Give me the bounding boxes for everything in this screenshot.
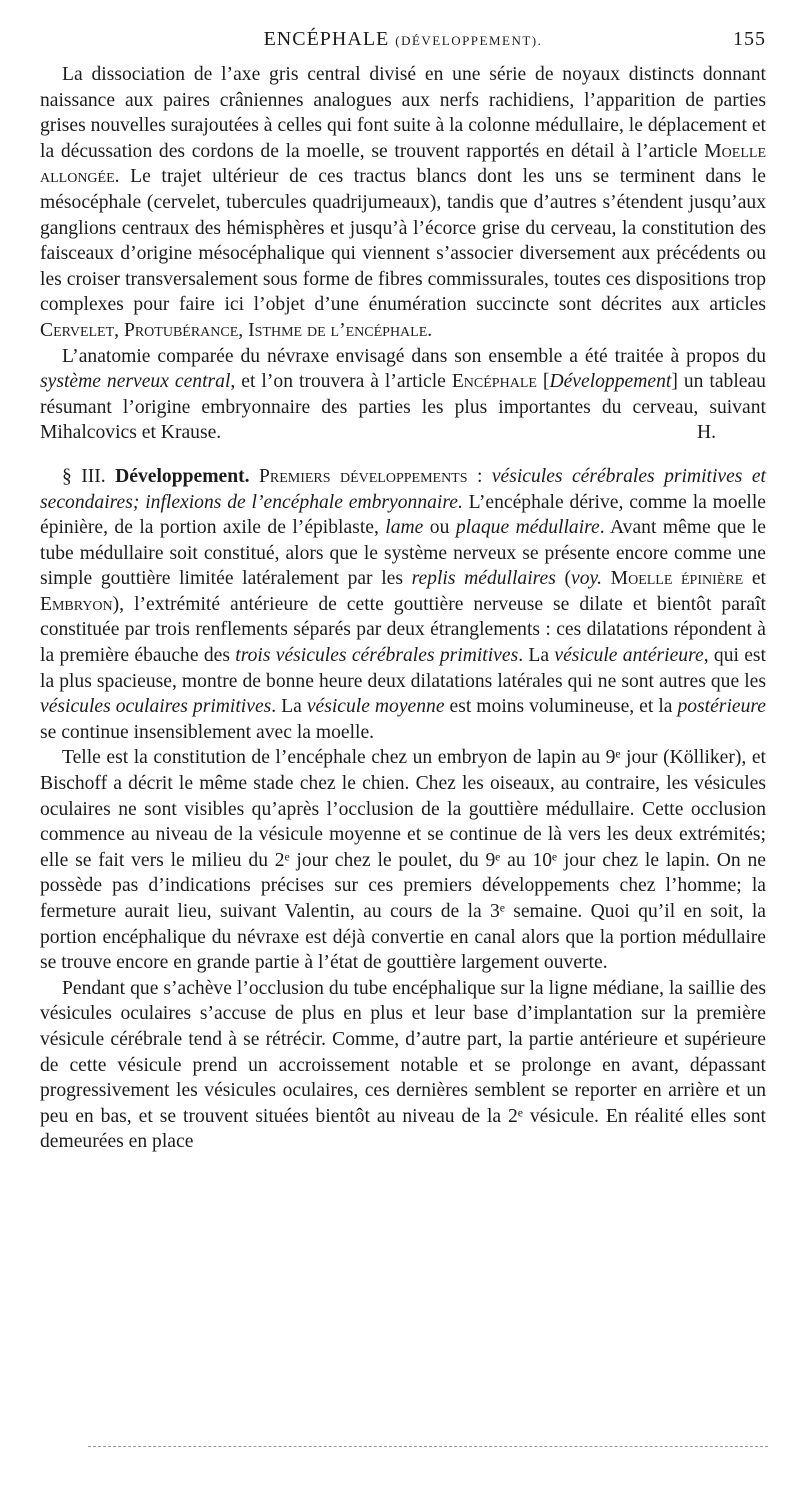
- emphasis: vésicule antérieure: [554, 645, 704, 667]
- emphasis: vésicules oculaires primitives: [40, 696, 272, 718]
- cross-reference: Encéphale: [451, 371, 537, 393]
- section-paragraph: [40, 464, 766, 746]
- text-run: [: [536, 371, 550, 393]
- bottom-dashed-rule: [88, 1446, 768, 1447]
- text-run: , qui est la plus spacieuse, montre de bonne heure deux dilatations latérales qui ne sont autres que les: [40, 645, 766, 692]
- text-run: ), l’extrémité antérieure de cette gouttière nerveuse se dilate et bientôt paraît constituée par trois renflements séparés par deux étranglements : ces dilatations répondent à la première ébauche des: [40, 593, 766, 667]
- text-run: . Le trajet ultérieur de ces tractus blancs dont les uns se terminent dans le mésocéphale (cervelet, tubercules quadrijumeaux), tandis que d’autres s’étendent jusqu’aux ganglions centraux des hémisphères et jusqu’à l’écorce grise du cerveau, la constitution des faisceaux d’origine mésocéphalique qui viennent s’associer diversement aux précédents ou les croiser transversalement sous forme de fibres commissurales, toutes ces dispositions trop complexes pour faire ici l’objet d’une énumération succincte sont décrites aux articles: [40, 166, 766, 316]
- text-run: , et l’on trouvera à l’article: [230, 371, 452, 393]
- paragraph-4: Telle est la constitution de l’encéphale chez un embryon de lapin au 9ᵉ jour (Kölliker), et Bischoff a décrit le même stade chez le chien. Chez les oiseaux, au contraire, les vésicules oculaires ne sont visibles qu’après l’occlusion de la gouttière médullaire. Cette occlusion commence au niveau de la vésicule moyenne et se continue de là vers les deux extrémités; elle se fait vers le milieu du 2ᵉ jour chez le poulet, du 9ᵉ au 10ᵉ jour chez le lapin. On ne possède pas d’indications précises sur ces premiers développements chez l’homme; la fermeture aurait lieu, suivant Valentin, au cours de la 3ᵉ semaine. Quoi qu’il en soit, la portion encéphalique du névraxe est déjà convertie en canal alors que la portion médullaire se trouve encore en grande partie à l’état de gouttière largement ouverte.: [40, 747, 766, 974]
- author-signature: H.: [696, 422, 716, 444]
- cross-reference: Moelle allongée: [40, 140, 766, 188]
- text-run: se continue insensiblement avec la moelle.: [40, 721, 375, 743]
- emphasis: lame: [385, 517, 424, 539]
- emphasis: postérieure: [677, 696, 766, 718]
- emphasis: vésicule moyenne: [306, 696, 445, 718]
- emphasis: Développement: [549, 371, 672, 393]
- text-run: L’encéphale dérive, comme la moelle épinière, de la portion axile de l’épiblaste,: [40, 491, 766, 539]
- paragraph-2: [40, 344, 766, 446]
- text-run: ] un tableau résumant l’origine embryonnaire des parties les plus importantes du cerveau, suivant Mihalcovics et Krause.: [40, 371, 766, 444]
- text-run: est moins volumineuse, et la: [444, 696, 678, 718]
- text-run: et: [743, 568, 766, 590]
- page-number: 155: [733, 28, 766, 50]
- cross-reference: Cervelet, Protubérance, Isthme de l’encéphale: [40, 319, 428, 341]
- text-run: .: [427, 319, 433, 341]
- header-title-main: ENCÉPHALE: [263, 28, 390, 50]
- section-subheading-emphasis: vésicules cérébrales primitives et secondaires; inflexions de l’encéphale embryonnaire.: [40, 465, 766, 513]
- paragraph-5: Pendant que s’achève l’occlusion du tube encéphalique sur la ligne médiane, la saillie des vésicules oculaires s’accuse de plus en plus et leur base d’implantation sur la première vésicule cérébrale tend à se rétrécir. Comme, d’autre part, la partie antérieure et supérieure de cette vésicule prend un accroissement notable et se prolonge en avant, dépassant progressivement les vésicules oculaires, ces dernières semblent se reporter en arrière et un peu en bas, et se trouvent situées bientôt au niveau de la 2ᵉ vésicule. En réalité elles sont demeurées en place: [40, 977, 766, 1153]
- text-run: La dissociation de l’axe gris central divisé en une série de noyaux distincts donnant naissance aux paires crâniennes analogues aux nerfs rachidiens, l’apparition de parties grises nouvelles surajoutées à celles qui font suite à la colonne médullaire, le déplacement et la décussation des cordons de la moelle, se trouvent rapportés en détail à l’article: [40, 64, 766, 162]
- emphasis: plaque médullaire: [455, 517, 600, 539]
- header-title: [40, 28, 766, 51]
- cross-reference: Moelle épinière: [602, 568, 744, 590]
- section-number: § III.: [62, 465, 106, 487]
- text-run: . Avant même que le tube médullaire soit constitué, alors que le système nerveux se présente encore comme une simple gouttière limitée latéralement par les: [40, 517, 766, 590]
- text-run: . La: [271, 696, 307, 718]
- section-heading: Développement.: [115, 465, 250, 487]
- cross-reference: Embryon: [40, 593, 113, 615]
- emphasis: trois vésicules cérébrales primitives: [235, 645, 519, 667]
- text-run: (: [555, 568, 572, 590]
- section-subheading: Premiers développements :: [258, 465, 492, 487]
- page-body: [40, 62, 766, 1155]
- header-subtitle: (DÉVELOPPEMENT).: [395, 33, 543, 48]
- text-run: ou: [423, 517, 456, 539]
- paragraph-1: [40, 62, 766, 344]
- emphasis: replis médullaires: [411, 568, 556, 590]
- text-run: . La: [518, 645, 555, 667]
- emphasis: système nerveux central: [40, 371, 231, 393]
- emphasis: voy.: [571, 568, 603, 590]
- text-run: L’anatomie comparée du névraxe envisagé dans son ensemble a été traitée à propos du: [62, 345, 766, 367]
